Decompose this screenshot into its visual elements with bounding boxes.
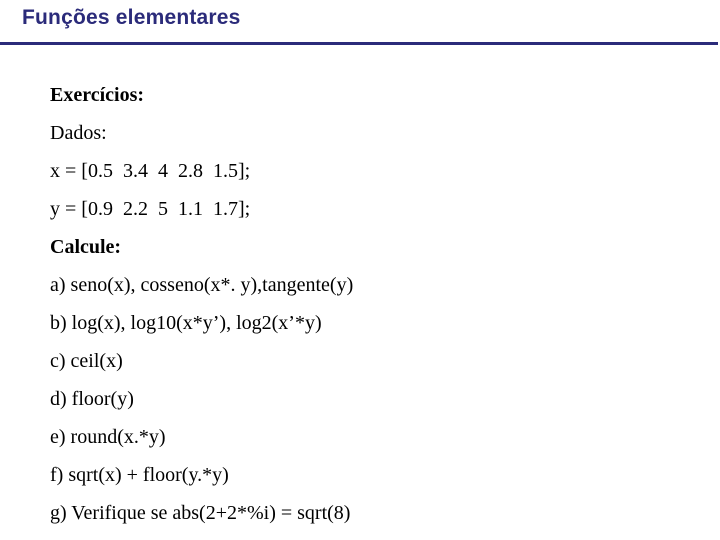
data-label: Dados: bbox=[50, 122, 107, 144]
exercise-item-a: a) seno(x), cosseno(x*. y),tangente(y) bbox=[50, 274, 354, 296]
exercise-item-f: f) sqrt(x) + floor(y.*y) bbox=[50, 464, 229, 486]
exercise-item-g: g) Verifique se abs(2+2*%i) = sqrt(8) bbox=[50, 502, 351, 524]
exercise-item-e: e) round(x.*y) bbox=[50, 426, 166, 448]
exercise-item-c: c) ceil(x) bbox=[50, 350, 123, 372]
calculate-heading: Calcule: bbox=[50, 236, 122, 258]
exercise-item-d: d) floor(y) bbox=[50, 388, 134, 410]
x-definition: x = [0.5 3.4 4 2.8 1.5]; bbox=[50, 160, 251, 182]
exercise-item-b: b) log(x), log10(x*y’), log2(x’*y) bbox=[50, 312, 322, 334]
y-definition: y = [0.9 2.2 5 1.1 1.7]; bbox=[50, 198, 251, 220]
exercise-content bbox=[50, 76, 353, 532]
exercises-heading: Exercícios: bbox=[50, 84, 145, 106]
slide-title: Funções elementares bbox=[22, 6, 241, 29]
title-divider bbox=[0, 42, 718, 45]
